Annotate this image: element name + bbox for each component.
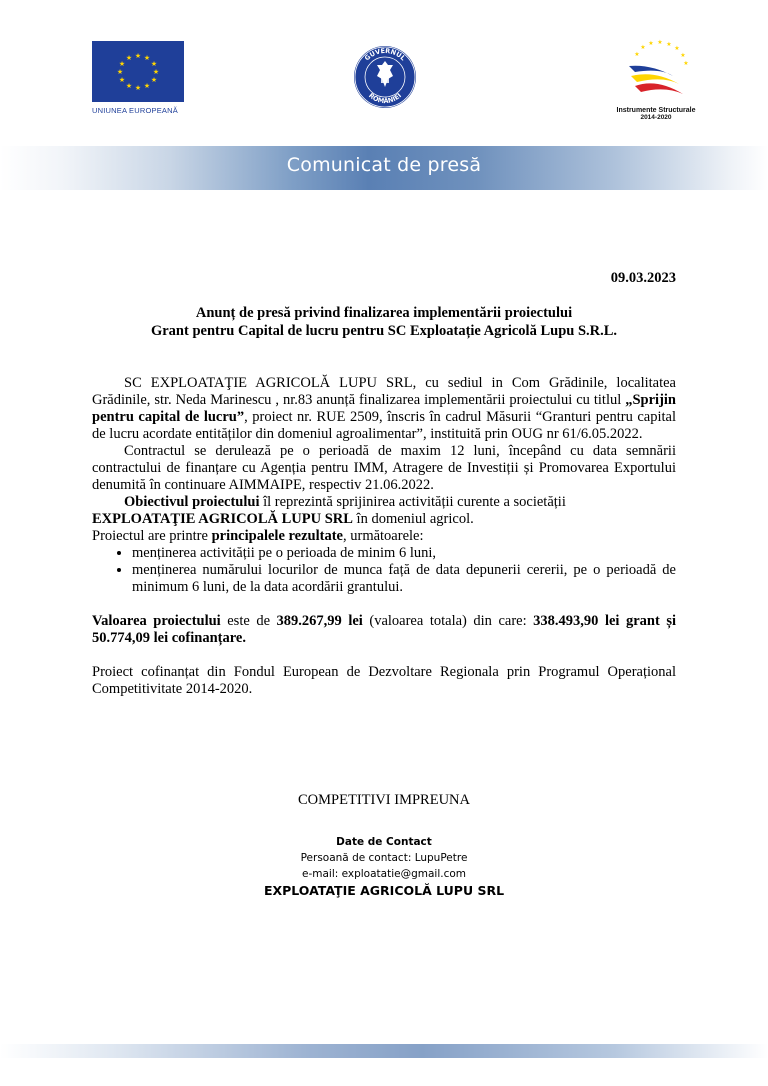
results-list [92, 545, 676, 596]
results-text-a: Proiectul are printre [92, 528, 212, 544]
company-name: EXPLOATAŢIE AGRICOLĂ LUPU SRL [92, 511, 353, 527]
eu-label: UNIUNEA EUROPEANĂ [92, 106, 178, 115]
is-title: Instrumente Structurale [616, 107, 696, 114]
svg-text:★: ★ [150, 60, 158, 68]
svg-text:ROMÂNIEI: ROMÂNIEI [367, 91, 403, 106]
svg-text:★: ★ [116, 68, 124, 76]
eu-stars-icon [92, 41, 184, 102]
page-title: Comunicat de presă [286, 154, 482, 176]
svg-text:★: ★ [640, 44, 646, 51]
structural-instruments-logo [606, 38, 706, 121]
value-cofinancing: 50.774,09 lei cofinanțare. [92, 630, 246, 646]
value-label: Valoarea proiectului [92, 613, 221, 629]
svg-text:★: ★ [143, 82, 151, 90]
press-heading [92, 304, 676, 340]
svg-text:★: ★ [666, 41, 672, 48]
eu-logo [92, 41, 184, 115]
paragraph-objective [92, 494, 676, 511]
value-grant: 338.493,90 lei grant [533, 613, 660, 629]
eu-flag [92, 41, 184, 102]
is-years: 2014-2020 [640, 114, 672, 121]
value-total: 389.267,99 lei [276, 613, 363, 629]
motto: COMPETITIVI IMPREUNA [298, 792, 470, 808]
svg-text:★: ★ [118, 60, 126, 68]
svg-text:★: ★ [134, 52, 142, 60]
paragraph-company [92, 511, 676, 528]
svg-text:★: ★ [680, 52, 686, 59]
press-date: 09.03.2023 [610, 270, 676, 286]
paragraph-value [92, 613, 676, 647]
results-label: principalele rezultate [211, 528, 343, 544]
value-text-c: și [659, 613, 676, 629]
project-title: „Sprijin pentru capital de lucru” [92, 392, 676, 425]
structural-instruments-icon [621, 38, 691, 100]
svg-text:★: ★ [683, 60, 689, 67]
paragraph-contract: Contractul se derulează pe o perioadă de maxim 12 luni, începând cu data semnării contractului de finanțare cu Agenția pentru IMM, Atragere de Investiții și Promovarea Exportului denumită în continuare AIMMAIPE, respectiv 21.06.2022. [92, 443, 676, 493]
svg-text:★: ★ [657, 39, 663, 46]
svg-text:★: ★ [150, 76, 158, 84]
intro-text-b: , proiect nr. RUE 2509, înscris în cadrul Măsurii “Granturi pentru capital de lucru acordate entităților din domeniul agroalimentar”, instituită prin OUG nr 61/6.05.2022. [92, 409, 676, 442]
svg-text:★: ★ [143, 54, 151, 62]
paragraph-funding: Proiect cofinanțat din Fondul European de Dezvoltare Regionala prin Programul Operațional Competitivitate 2014-2020. [92, 664, 676, 697]
bottom-banner [0, 1044, 768, 1058]
svg-text:★: ★ [125, 54, 133, 62]
government-logo [352, 44, 418, 110]
svg-text:★: ★ [648, 40, 654, 47]
paragraph-results [92, 528, 676, 545]
svg-text:★: ★ [125, 82, 133, 90]
heading-line-1: Anunț de presă privind finalizarea implementării proiectului [195, 305, 573, 321]
list-item: • menținerea activității pe o perioada de minim 6 luni, [132, 545, 676, 562]
svg-text:★: ★ [674, 45, 680, 52]
svg-text:★: ★ [634, 51, 640, 58]
paragraph-intro [92, 375, 676, 443]
contact-email: e-mail: exploatatie@gmail.com [301, 868, 467, 880]
value-text-a: este de [220, 613, 277, 629]
list-item: • menținerea numărului locurilor de munca față de data depunerii cererii, pe o perioadă de minimum 6 luni, de la data acordării grantului. [132, 562, 676, 596]
svg-text:GUVERNUL: GUVERNUL [363, 46, 407, 63]
contact-person: Persoană de contact: LupuPetre [300, 852, 468, 864]
svg-text:★: ★ [118, 76, 126, 84]
svg-text:★: ★ [134, 84, 142, 92]
press-body [92, 375, 676, 698]
intro-text-a: SC EXPLOATAŢIE AGRICOLĂ LUPU SRL, cu sediul in Com Grădinile, localitatea Grădinile, str. Neda Marinescu , nr.83 anunță finalizarea implementării proiectului cu titlul [92, 375, 676, 408]
results-text-b: , următoarele: [342, 528, 424, 544]
company-domain: în domeniul agricol. [352, 511, 474, 527]
heading-line-2: Grant pentru Capital de lucru pentru SC Exploatație Agricolă Lupu S.R.L. [150, 323, 618, 339]
government-seal-icon [352, 44, 418, 110]
contact-company: EXPLOATAŢIE AGRICOLĂ LUPU SRL [263, 883, 505, 898]
objective-label: Obiectivul proiectului [124, 494, 260, 510]
svg-text:★: ★ [152, 68, 160, 76]
objective-text: îl reprezintă sprijinirea activității curente a societății [259, 494, 566, 510]
value-text-b: (valoarea totala) din care: [362, 613, 534, 629]
contact-title: Date de Contact [336, 836, 432, 848]
